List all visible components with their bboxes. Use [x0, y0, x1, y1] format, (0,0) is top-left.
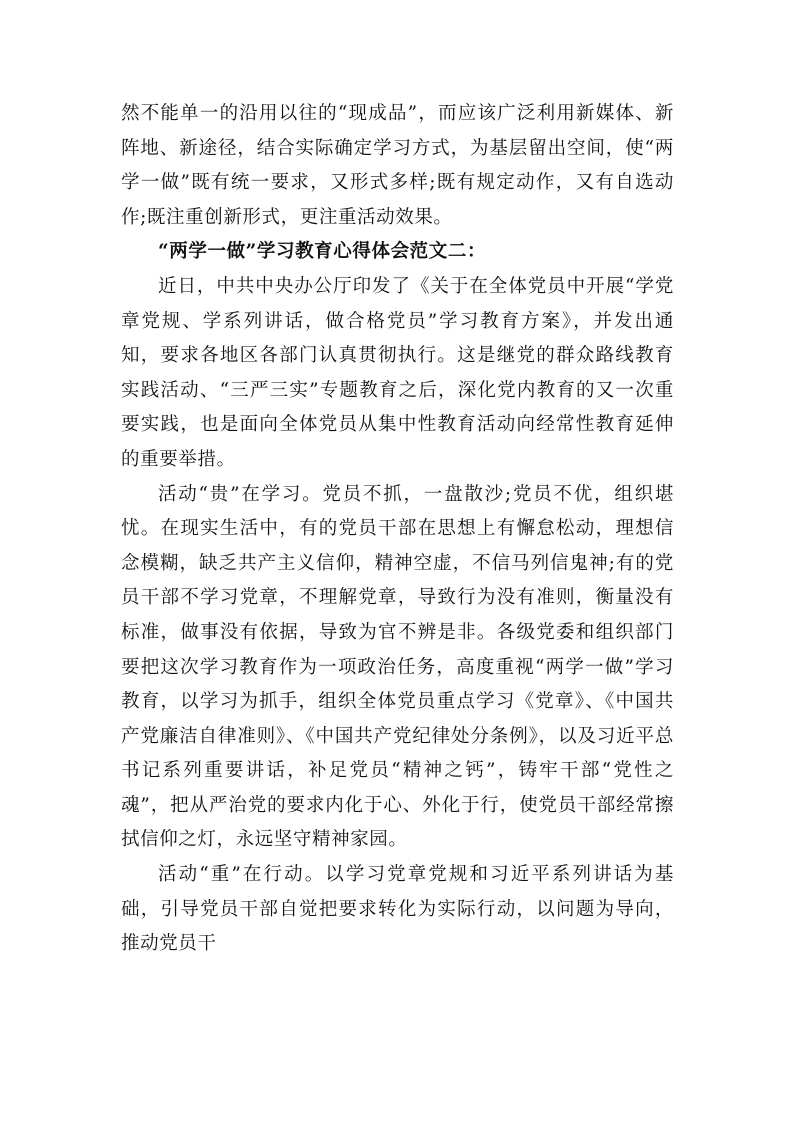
paragraph-continued: 然不能单一的沿用以往的“现成品”，而应该广泛利用新媒体、新阵地、新途径，结合实际确定学习方式，为基层留出空间，使“两学一做”既有统一要求，又形式多样;既有规定动作，又有自选动作;既注重创新形式，更注重活动效果。: [121, 103, 674, 228]
paragraph-action: 活动“重”在行动。以学习党章党规和习近平系列讲话为基础，引导党员干部自觉把要求转化为实际行动，以问题为导向，推动党员干: [121, 864, 674, 955]
document-body: [121, 97, 674, 962]
paragraph-study: 活动“贵”在学习。党员不抓，一盘散沙;党员不优，组织堪忧。在现实生活中，有的党员干部在思想上有懈怠松动，理想信念模糊，缺乏共产主义信仰，精神空虚，不信马列信鬼神;有的党员干部不学习党章，不理解党章，导致行为没有准则，衡量没有标准，做事没有依据，导致为官不辨是非。各级党委和组织部门要把这次学习教育作为一项政治任务，高度重视“两学一做”学习教育，以学习为抓手，组织全体党员重点学习《党章》、《中国共产党廉洁自律准则》、《中国共产党纪律处分条例》，以及习近平总书记系列重要讲话，补足党员“精神之钙”，铸牢干部“党性之魂”，把从严治党的要求内化于心、外化于行，使党员干部经常擦拭信仰之灯，永远坚守精神家园。: [121, 483, 674, 851]
section-heading: “两学一做”学习教育心得体会范文二：: [158, 241, 487, 263]
paragraph-intro: 近日，中共中央办公厅印发了《关于在全体党员中开展“学党章党规、学系列讲话，做合格党员”学习教育方案》，并发出通知，要求各地区各部门认真贯彻执行。这是继党的群众路线教育实践活动、“三严三实”专题教育之后，深化党内教育的又一次重要实践，也是面向全体党员从集中性教育活动向经常性教育延伸的重要举措。: [121, 275, 674, 470]
